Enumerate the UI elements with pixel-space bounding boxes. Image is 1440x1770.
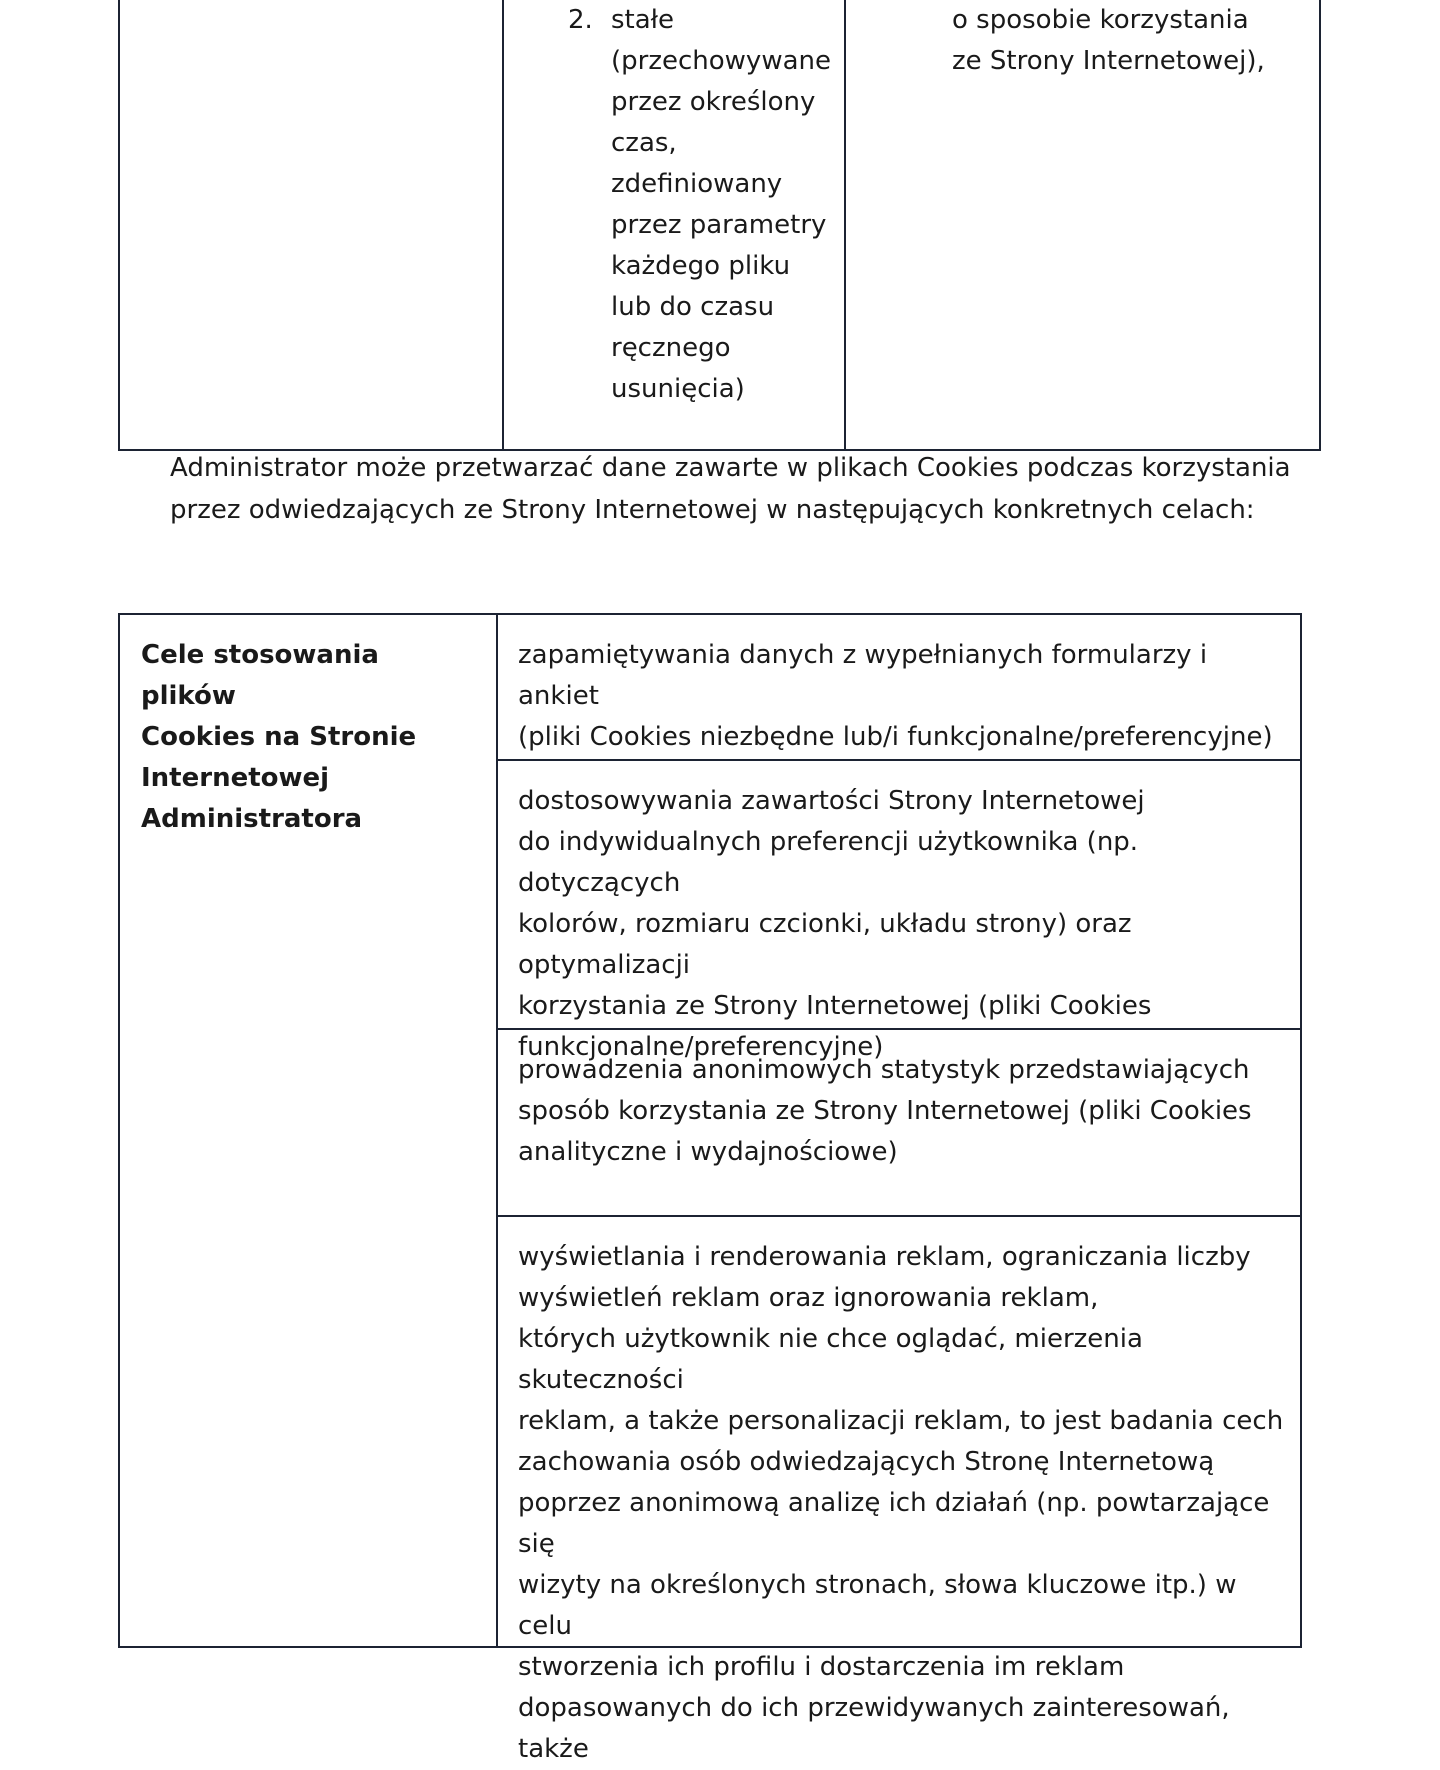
purposes-label: Cele stosowania plików Cookies na Stronie Internetowej Administratora <box>141 640 417 834</box>
purpose-cell: zapamiętywania danych z wypełnianych formularzy i ankiet (pliki Cookies niezbędne lub/i funkcjonalne/preferencyjne) <box>518 640 1273 752</box>
purpose-cell: wyświetlania i renderowania reklam, ograniczania liczby wyświetleń reklam oraz ignorowania reklam, których użytkownik nie chce oglądać, mierzenia skuteczności reklam, a także personalizacji reklam, to jest badania cech zachowania osób odwiedzających Stronę Internetową poprzez anonimową analizę ich działań (np. powtarzające się wizyty na określonych stronach, słowa kluczowe itp.) w celu stworzenia ich profilu i dostarczenia im reklam dopasowanych do ich przewidywanych zainteresowań, także <box>518 1242 1284 1764</box>
list-item-text: stałe (przechowywane przez określony czas, zdefiniowany przez parametry każdego pliku lub do czasu ręcznego usunięcia) <box>611 5 831 404</box>
list-number: 2. <box>568 5 593 35</box>
purpose-cell: prowadzenia anonimowych statystyk przedstawiających sposób korzystania ze Strony Internetowej (pliki Cookies analityczne i wydajnościowe) <box>518 1055 1252 1167</box>
table-divider <box>502 0 504 449</box>
table-divider <box>496 615 498 1646</box>
body-paragraph: Administrator może przetwarzać dane zawarte w plikach Cookies podczas korzystania przez odwiedzających ze Strony Internetowej w następujących konkretnych celach: <box>170 453 1291 525</box>
row-divider <box>496 759 1300 761</box>
row-divider <box>496 1215 1300 1217</box>
table-cell-text: o sposobie korzystania ze Strony Internetowej), <box>952 5 1265 76</box>
table-divider <box>844 0 846 449</box>
purpose-cell: dostosowywania zawartości Strony Internetowej do indywidualnych preferencji użytkownika (np. dotyczących kolorów, rozmiaru czcionki, układu strony) oraz optymalizacji korzystania ze Strony Internetowej (pliki Cookies funkcjonalne/preferencyjne) <box>518 786 1152 1062</box>
